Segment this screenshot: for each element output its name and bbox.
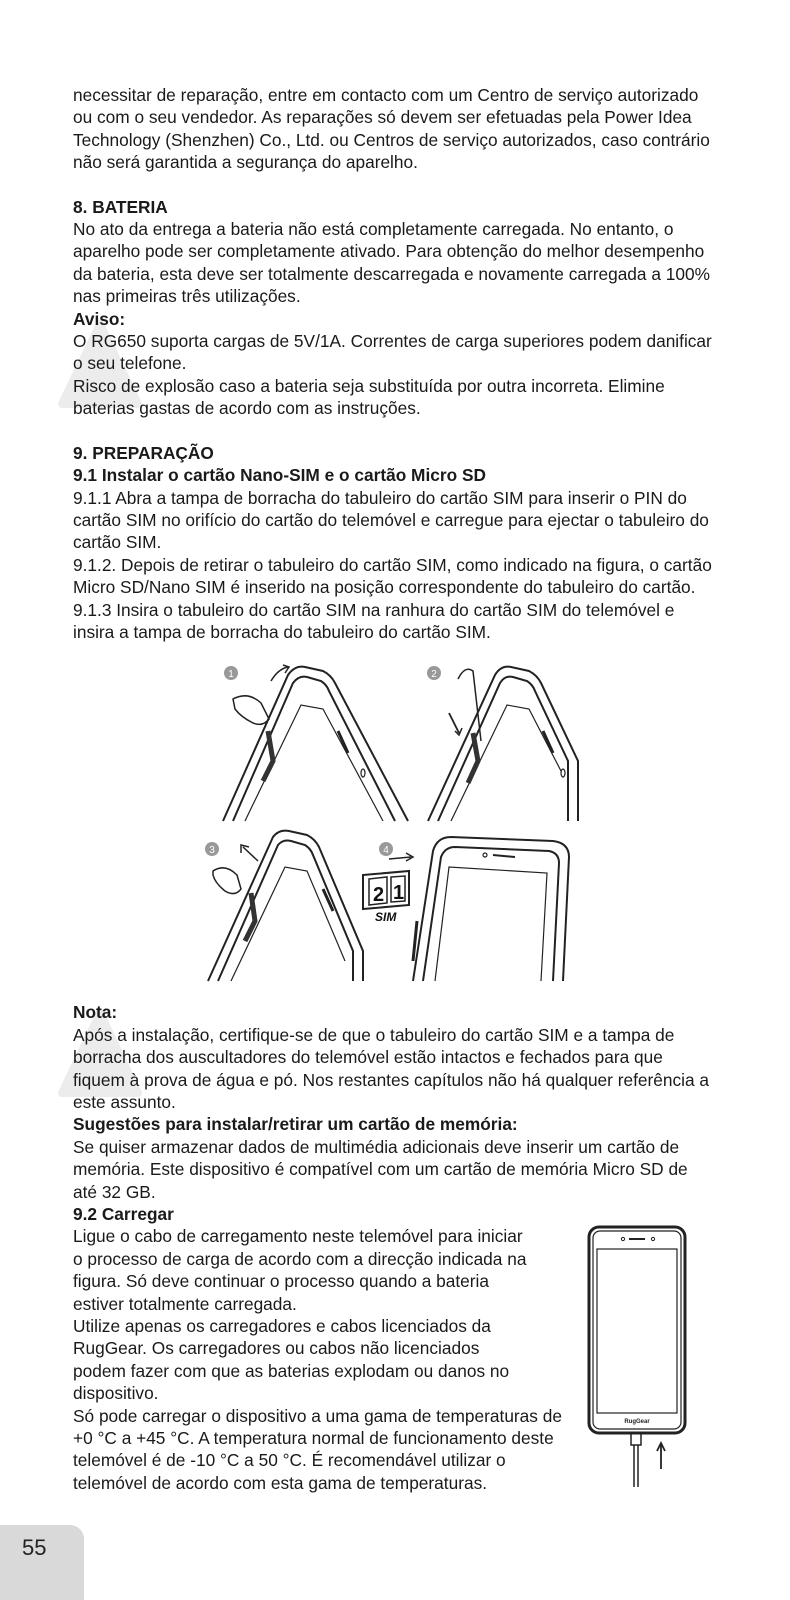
page-number-tab — [0, 1525, 84, 1600]
step-911: 9.1.1 Abra a tampa de borracha do tabuleiro do cartão SIM para inserir o PIN do cartão SIM no orifício do cartão do telemóvel e carregue para ejectar o tabuleiro do cartão SIM. — [73, 487, 709, 553]
preparation-heading: 9. PREPARAÇÃO — [73, 442, 214, 463]
phone-brand-label: RugGear — [624, 1419, 650, 1425]
charging-heading: 9.2 Carregar — [73, 1204, 174, 1224]
memory-card-heading: Sugestões para instalar/retirar um cartão de memória: — [73, 1114, 518, 1135]
step-913: 9.1.3 Insira o tabuleiro do cartão SIM na ranhura do cartão SIM do telemóvel e insira a tampa de borracha do tabuleiro do cartão SIM. — [73, 599, 675, 642]
step-marker-3: 3 — [209, 845, 215, 857]
sim-slot-1-label: 1 — [393, 882, 405, 905]
charging-section — [73, 1203, 713, 1494]
charging-para-1: Ligue o cabo de carregamento neste telemóvel para iniciar o processo de carga de acordo com a direcção indicada na figura. Só deve continuar o processo quando a bateria estiver totalmente carregada. — [73, 1226, 527, 1314]
note-label: Nota: — [73, 1002, 118, 1023]
warning-text-1: O RG650 suporta cargas de 5V/1A. Correntes de carga superiores podem danificar o seu telefone. — [73, 331, 712, 374]
sim-install-figure — [73, 661, 713, 1001]
battery-paragraph: No ato da entrega a bateria não está completamente carregada. No entanto, o aparelho pode ser completamente ativado. Para obtenção do melhor desempenho da bateria, esta deve ser totalmente descarregada e novamente carregada a 100% nas primeiras três utilizações. — [73, 219, 710, 307]
step-marker-1: 1 — [228, 669, 234, 681]
step-marker-2: 2 — [431, 669, 437, 681]
step-912: 9.1.2. Depois de retirar o tabuleiro do cartão SIM, como indicado na figura, o cartão Micro SD/Nano SIM é inserido na posição correspondente do tabuleiro do cartão. — [73, 554, 712, 598]
sim-tray-label: SIM — [375, 910, 397, 925]
warning-label: Aviso: — [73, 308, 126, 329]
warning-text-2: Risco de explosão caso a bateria seja substituída por outra incorreta. Elimine baterias gastas de acordo com as instruções. — [73, 375, 665, 419]
note-text: Após a instalação, certifique-se de que o tabuleiro do cartão SIM e a tampa de borracha dos auscultadores do telemóvel estão intactos e fechados para que fiquem à prova de água e pó. Nos restantes capítulos não há qualquer referência a este assunto. — [73, 1024, 709, 1112]
sim-slot-2-label: 2 — [373, 884, 385, 907]
page-number: 55 — [22, 1535, 47, 1560]
charging-para-3: Só pode carregar o dispositivo a uma gama de temperaturas de +0 °C a +45 °C. A temperatura normal de funcionamento deste telemóvel é de -10 °C a 50 °C. É recomendável utilizar o telemóvel de acordo com esta gama de temperaturas. — [73, 1405, 562, 1493]
warning-block — [73, 308, 713, 420]
sim-install-heading: 9.1 Instalar o cartão Nano-SIM e o cartão Micro SD — [73, 465, 486, 486]
step-marker-4: 4 — [383, 845, 389, 857]
memory-card-text: Se quiser armazenar dados de multimédia adicionais deve inserir um cartão de memória. Este dispositivo é compatível com um cartão de memória Micro SD de até 32 GB. — [73, 1136, 688, 1202]
battery-heading: 8. BATERIA — [73, 196, 168, 217]
step-markers — [205, 666, 441, 856]
note-block — [73, 1001, 713, 1113]
charging-phone-illustration — [585, 1223, 705, 1491]
charging-para-2: Utilize apenas os carregadores e cabos licenciados da RugGear. Os carregadores ou cabos não licenciados podem fazer com que as baterias explodam ou danos no dispositivo. — [73, 1316, 510, 1404]
page-content — [73, 84, 713, 1494]
intro-paragraph: necessitar de reparação, entre em contacto com um Centro de serviço autorizado ou com o seu vendedor. As reparações só devem ser efetuadas pela Power Idea Technology (Shenzhen) Co., Ltd. ou Centros de serviço autorizados, caso contrário não será garantida a segurança do aparelho. — [73, 85, 710, 173]
sim-install-illustration — [73, 661, 713, 1001]
